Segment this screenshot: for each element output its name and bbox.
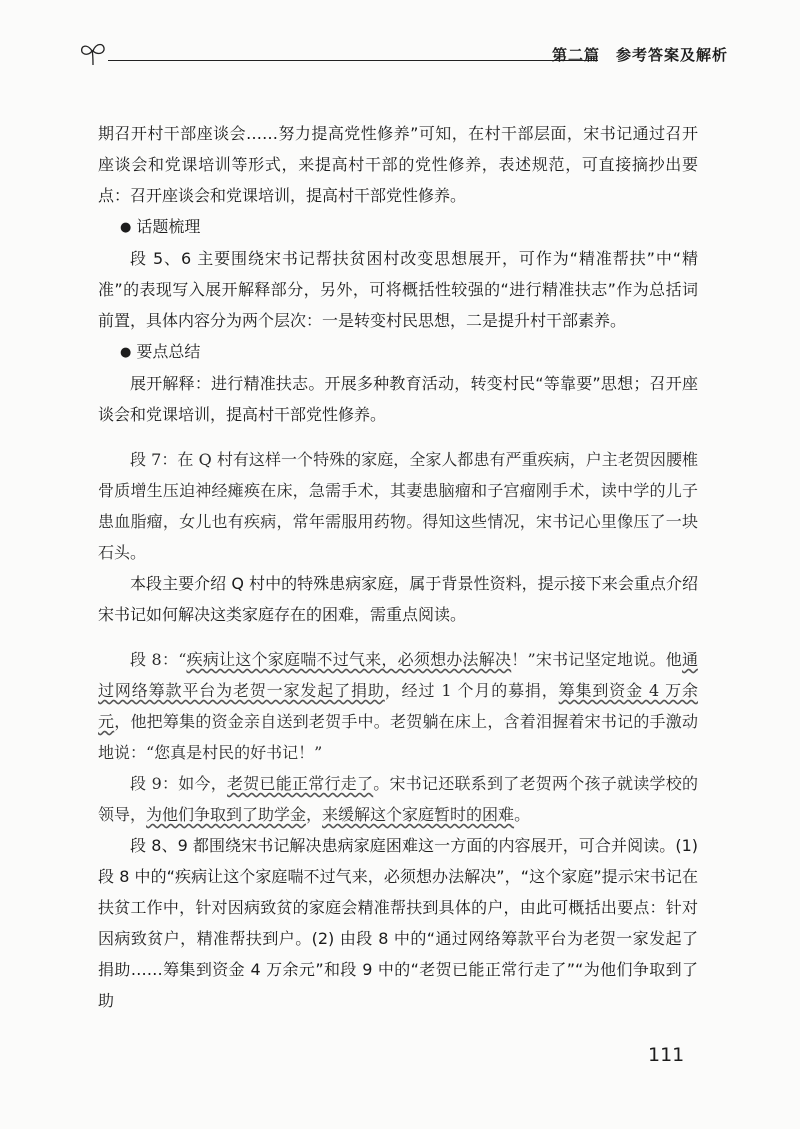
paragraph: 本段主要介绍 Q 村中的特殊患病家庭，属于背景性资料，提示接下来会重点介绍宋书记如何解决这类家庭存在的困难，需重点阅读。 <box>98 574 698 624</box>
text-span: ， <box>306 805 323 824</box>
quoted-passage <box>98 768 698 830</box>
sprout-icon <box>78 38 108 68</box>
quoted-passage: 段 7：在 Q 村有这样一个特殊的家庭，全家人都患有严重疾病，户主老贺因腰椎骨质增生压迫神经瘫痪在床，急需手术，其妻患脑瘤和子宫瘤刚手术，读中学的儿子患血脂瘤，女儿也有疾病，常年需服用药物。得知这些情况，宋书记心里像压了一块石头。 <box>98 450 698 562</box>
underlined-text: 通过网络筹款平台为老贺一家发起了捐助 <box>98 650 698 700</box>
text-span: ！”宋书记坚定地说。他 <box>511 650 682 669</box>
underlined-text: 为他们争取到了助学金 <box>146 805 307 824</box>
summary-heading: ● 要点总结 <box>120 336 698 368</box>
text-span: ，他把筹集的资金亲自送到老贺手中。老贺躺在床上，含着泪握着宋书记的手激动地说：“您真是村民的好书记！” <box>98 712 698 762</box>
paragraph: 展开解释：进行精准扶志。开展多种教育活动，转变村民“等靠要”思想；召开座谈会和党课培训，提高村干部党性修养。 <box>98 374 698 424</box>
paragraph: 期召开村干部座谈会……努力提高党性修养”可知，在村干部层面，宋书记通过召开座谈会和党课培训等形式，来提高村干部的党性修养，表述规范，可直接摘抄出要点：召开座谈会和党课培训，提高村干部党性修养。 <box>98 124 698 205</box>
text-span: 。宋书记还联系到了老贺两个孩子就读学校的领导， <box>98 774 698 824</box>
topic-heading: ● 话题梳理 <box>120 211 698 243</box>
header-rule <box>108 60 598 61</box>
quoted-passage <box>98 644 698 768</box>
paragraph: 段 5、6 主要围绕宋书记帮扶贫困村改变思想展开，可作为“精准帮扶”中“精准”的表现写入展开解释部分，另外，可将概括性较强的“进行精准扶志”作为总括词前置，具体内容分为两个层次：一是转变村民思想，二是提升村干部素养。 <box>98 249 698 330</box>
underlined-text: 疾病让这个家庭喘不过气来，必须想办法解决 <box>186 650 512 669</box>
page-header <box>78 38 728 68</box>
underlined-text: 来缓解这个家庭暂时的困难 <box>322 805 515 824</box>
text-span: ，经过 1 个月的募捐， <box>384 681 559 700</box>
text-span: 段 8：“ <box>130 650 187 669</box>
underlined-text: 筹集到资金 4 万余元 <box>98 681 698 731</box>
underlined-text: 老贺已能正常行走了 <box>227 774 374 793</box>
article-body <box>98 118 698 1016</box>
section-title: 第二篇 参考答案及解析 <box>551 46 728 64</box>
text-span: 。 <box>514 805 531 824</box>
text-span: 段 9：如今， <box>130 774 228 793</box>
page-number: 111 <box>648 1044 685 1066</box>
paragraph: 段 8、9 都围绕宋书记解决患病家庭困难这一方面的内容展开，可合并阅读。(1) 段 8 中的“疾病让这个家庭喘不过气来，必须想办法解决”，“这个家庭”提示宋书记在扶贫工作中，针对因病致贫的家庭会精准帮扶到具体的户，由此可概括出要点：针对因病致贫户，精准帮扶到户。(2) 由段 8 中的“通过网络筹款平台为老贺一家发起了捐助……筹集到资金 4 万余元”和段 9 中的“老贺已能正常行走了”“为他们争取到了助 <box>98 836 698 1010</box>
